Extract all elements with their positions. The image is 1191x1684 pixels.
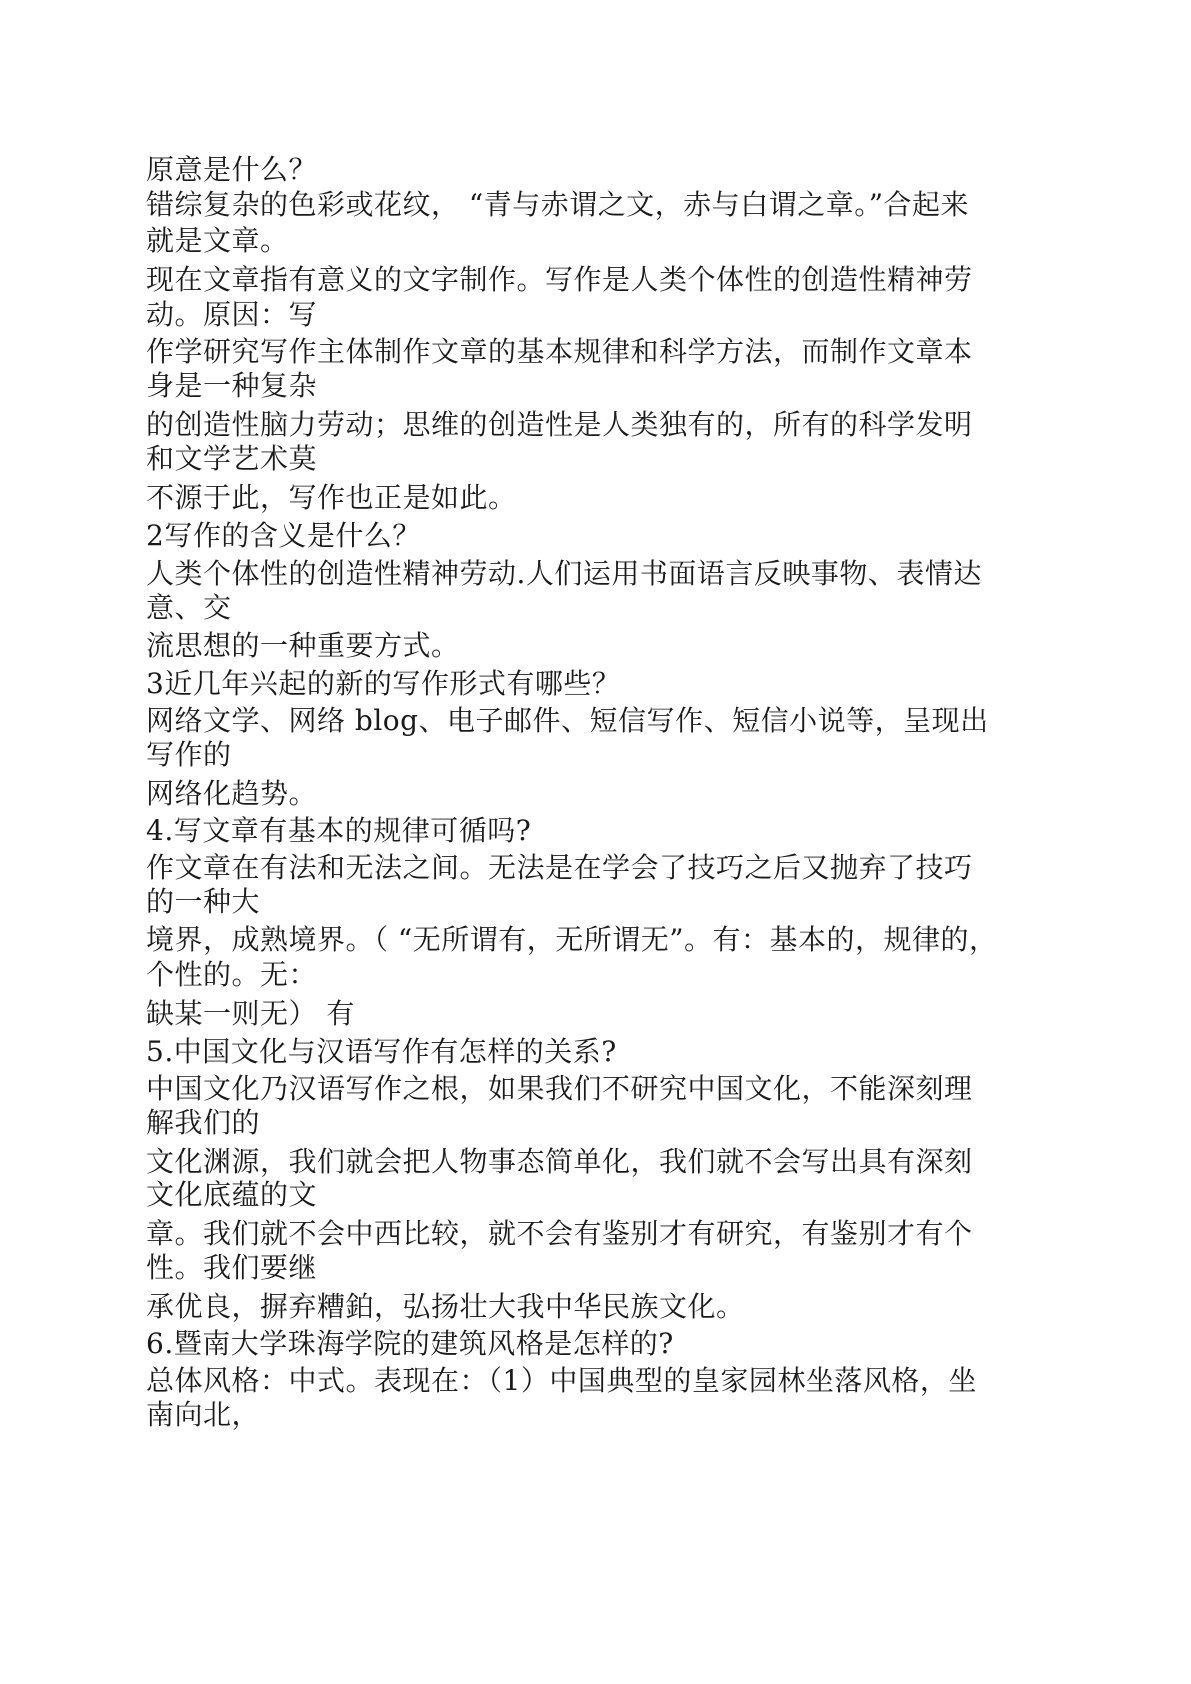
text-line: 南向北， <box>146 1398 261 1431</box>
text-line: 文化底蕴的文 <box>146 1178 318 1211</box>
text-line: 中国文化乃汉语写作之根，如果我们不研究中国文化，不能深刻理 <box>146 1072 973 1105</box>
text-line: 承优良，摒弃糟鉑，弘扬壮大我中华民族文化。 <box>146 1290 745 1323</box>
text-line: 文化渊源，我们就会把人物事态简单化，我们就不会写出具有深刻 <box>146 1145 973 1178</box>
text-line: 原意是什么？ <box>146 153 318 186</box>
text-line: 不源于此，写作也正是如此。 <box>146 481 517 514</box>
text-line: 身是一种复杂 <box>146 369 318 402</box>
text-line: 网络文学、网络 blog、电子邮件、短信写作、短信小说等，呈现出 <box>146 704 989 737</box>
text-line: 3近几年兴起的新的写作形式有哪些？ <box>146 667 621 700</box>
text-line: 就是文章。 <box>146 224 289 257</box>
text-line: 错综复杂的色彩或花纹， “青与赤谓之文，赤与白谓之章。”合起来 <box>146 188 970 221</box>
text-line: 解我们的 <box>146 1106 261 1139</box>
text-line: 和文学艺术莫 <box>146 442 318 475</box>
text-line: 作学研究写作主体制作文章的基本规律和科学方法，而制作文章本 <box>146 335 973 368</box>
text-line: 的一种大 <box>146 885 261 918</box>
text-line: 章。我们就不会中西比较，就不会有鉴别才有研究，有鉴别才有个 <box>146 1217 973 1250</box>
text-line: 的创造性脑力劳动；思维的创造性是人类独有的，所有的科学发明 <box>146 408 973 441</box>
text-line: 性。我们要继 <box>146 1251 318 1284</box>
text-line: 网络化趋势。 <box>146 777 318 810</box>
text-line: 动。原因：写 <box>146 298 318 331</box>
text-line: 作文章在有法和无法之间。无法是在学会了技巧之后又抛弃了技巧 <box>146 851 973 884</box>
text-line: 流思想的一种重要方式。 <box>146 629 460 662</box>
text-line: 现在文章指有意义的文字制作。写作是人类个体性的创造性精神劳 <box>146 263 973 296</box>
text-line: 人类个体性的创造性精神劳动.人们运用书面语言反映事物、表情达 <box>146 557 982 590</box>
text-line: 6.暨南大学珠海学院的建筑风格是怎样的? <box>146 1327 674 1360</box>
text-line: 境界，成熟境界。（ “无所谓有，无所谓无”。有：基本的，规律的， <box>146 923 998 956</box>
text-line: 2写作的含义是什么？ <box>146 519 421 552</box>
text-line: 4.写文章有基本的规律可循吗? <box>146 814 532 847</box>
text-line: 写作的 <box>146 738 232 771</box>
text-line: 缺某一则无） 有 <box>146 997 355 1030</box>
text-line: 总体风格：中式。表现在：（1）中国典型的皇家园林坐落风格，坐 <box>146 1364 977 1397</box>
text-line: 5.中国文化与汉语写作有怎样的关系? <box>146 1035 617 1068</box>
text-line: 个性的。无： <box>146 958 318 991</box>
text-line: 意、交 <box>146 591 232 624</box>
